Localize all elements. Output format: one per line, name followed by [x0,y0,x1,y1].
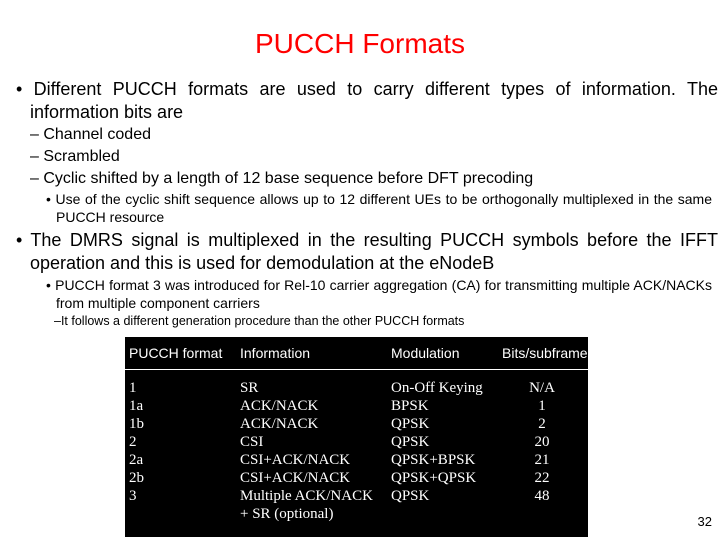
sub-sub-format3: • PUCCH format 3 was introduced for Rel-10 carrier aggregation (CA) for transmitting multiple ACK/NACKs from multiple component carriers [46,277,712,311]
cell-information: + SR (optional) [240,506,334,522]
cell-format: 1a [129,398,144,414]
cell-information: CSI+ACK/NACK [240,470,351,486]
cell-format: 1 [129,380,137,396]
sub-item-cyclic-shifted: – Cyclic shifted by a length of 12 base sequence before DFT precoding [30,170,534,187]
cell-bits: 1 [538,398,546,414]
bullet-dmrs: • The DMRS signal is multiplexed in the resulting PUCCH symbols before the IFFT operation and this is used for demodulation at the eNodeB [16,230,718,273]
header-modulation: Modulation [391,345,460,361]
table-row [125,488,588,506]
table-row [125,380,588,398]
pucch-format-table [125,337,588,537]
cell-format: 2a [129,452,144,468]
cell-format: 2 [129,434,137,450]
cell-modulation: BPSK [391,398,429,414]
cell-modulation: QPSK [391,434,430,450]
cell-bits: 22 [534,470,550,486]
header-information: Information [240,345,311,361]
table-row [125,506,588,524]
page-number: 32 [697,514,712,529]
cell-modulation: QPSK+QPSK [391,470,477,486]
cell-information: CSI+ACK/NACK [240,452,351,468]
cell-modulation: QPSK [391,416,430,432]
cell-modulation: On-Off Keying [391,380,483,396]
table-row [125,434,588,452]
cell-information: SR [240,380,259,396]
table-row [125,452,588,470]
cell-format: 2b [129,470,144,486]
table-header [125,337,588,367]
header-bits-subframe: Bits/subframe [502,345,588,361]
cell-bits: N/A [529,380,555,396]
table-row [125,416,588,434]
table-row [125,470,588,488]
cell-modulation: QPSK [391,488,430,504]
header-divider [125,369,588,370]
cell-bits: 20 [534,434,550,450]
cell-bits: 2 [538,416,546,432]
page-title: PUCCH Formats [254,28,465,59]
bullet-formats: • Different PUCCH formats are used to carry different types of information. The information bits are [16,79,718,122]
sub-sub-cyclic-shift: • Use of the cyclic shift sequence allows up to 12 different UEs to be orthogonally multiplexed in the same PUCCH resource [46,191,712,225]
cell-format: 3 [129,488,137,504]
cell-information: ACK/NACK [240,416,319,432]
cell-information: CSI [240,434,264,450]
header-pucch-format: PUCCH format [129,345,223,361]
sub-sub-format3-note: –It follows a different generation procedure than the other PUCCH formats [54,314,465,328]
table-row [125,398,588,416]
cell-format: 1b [129,416,144,432]
cell-information: ACK/NACK [240,398,319,414]
cell-bits: 21 [534,452,550,468]
sub-item-channel-coded: – Channel coded [30,126,151,143]
sub-item-scrambled: – Scrambled [30,148,120,165]
cell-modulation: QPSK+BPSK [391,452,476,468]
cell-bits: 48 [534,488,550,504]
cell-information: Multiple ACK/NACK [240,488,373,504]
